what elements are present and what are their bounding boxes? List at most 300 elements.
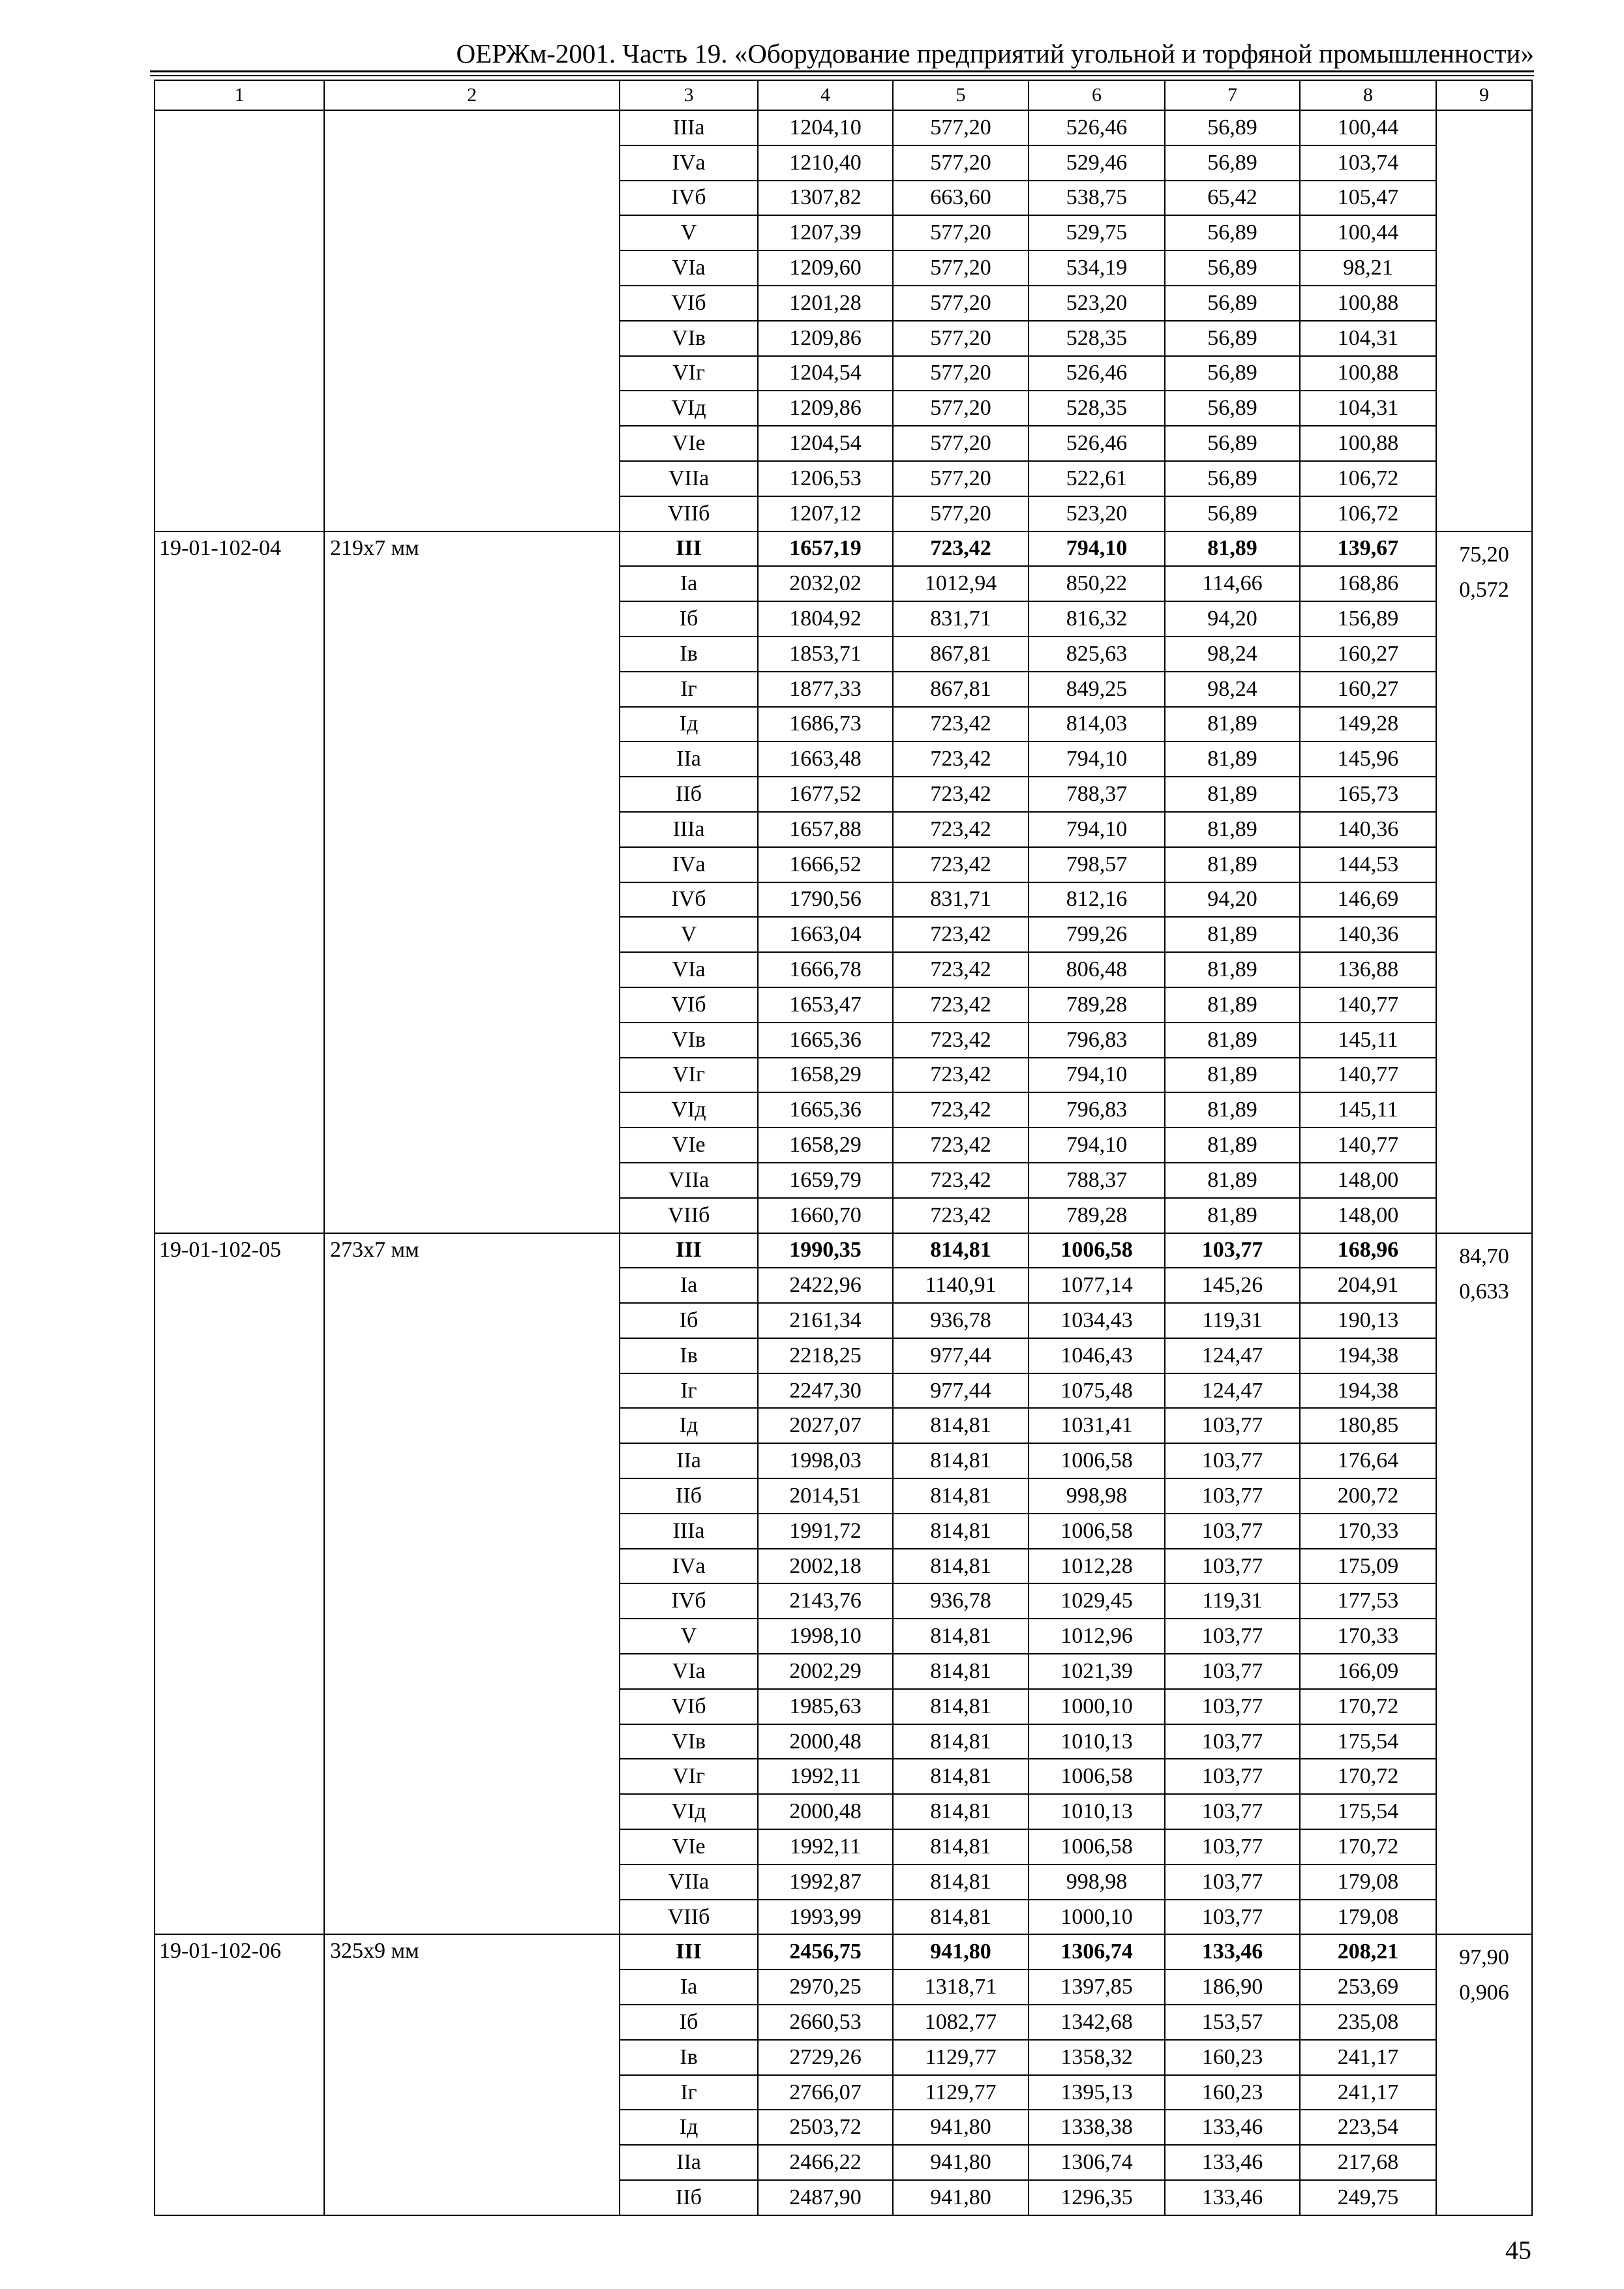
total-cost-cell: 2002,18 <box>758 1549 893 1584</box>
wages-cell: 723,42 <box>893 987 1029 1023</box>
machinist-wages-cell: 133,46 <box>1165 2145 1300 2180</box>
machine-cost-cell: 794,10 <box>1029 812 1165 847</box>
machinist-wages-cell: 103,77 <box>1165 1408 1300 1443</box>
zone-cell: IIа <box>620 2145 758 2180</box>
total-cost-cell: 2456,75 <box>758 1934 893 1969</box>
materials-cost-cell: 200,72 <box>1300 1478 1436 1514</box>
machinist-wages-cell: 81,89 <box>1165 812 1300 847</box>
wages-cell: 814,81 <box>893 1829 1029 1864</box>
zone-cell: Iб <box>620 1303 758 1338</box>
wages-cell: 577,20 <box>893 321 1029 356</box>
total-cost-cell: 1207,12 <box>758 496 893 531</box>
total-cost-cell: 1206,53 <box>758 461 893 496</box>
item-code-cell: 19-01-102-06 <box>155 1934 324 2215</box>
zone-cell: IVб <box>620 181 758 216</box>
materials-cost-cell: 175,09 <box>1300 1549 1436 1584</box>
zone-cell: IIIа <box>620 1514 758 1549</box>
base-price-row <box>155 1233 1532 1268</box>
header-rule <box>150 75 1534 76</box>
machinist-wages-cell: 81,89 <box>1165 1198 1300 1233</box>
zone-cell: Iв <box>620 2040 758 2075</box>
total-cost-cell: 1204,54 <box>758 426 893 461</box>
column-number-cell: 6 <box>1029 80 1165 110</box>
materials-cost-cell: 179,08 <box>1300 1864 1436 1900</box>
total-cost-cell: 1209,60 <box>758 250 893 286</box>
machine-cost-cell: 816,32 <box>1029 601 1165 636</box>
machine-cost-cell: 534,19 <box>1029 250 1165 286</box>
materials-cost-cell: 194,38 <box>1300 1338 1436 1373</box>
zone-cell: IIIа <box>620 110 758 145</box>
total-cost-cell: 1657,88 <box>758 812 893 847</box>
labor-and-mass-cell <box>1436 1934 1532 2215</box>
machine-cost-cell: 1006,58 <box>1029 1443 1165 1478</box>
column-number-cell: 8 <box>1300 80 1436 110</box>
total-cost-cell: 1677,52 <box>758 777 893 812</box>
materials-cost-cell: 208,21 <box>1300 1934 1436 1969</box>
equipment-mass-value: 0,633 <box>1459 1279 1509 1304</box>
total-cost-cell: 1665,36 <box>758 1023 893 1058</box>
machinist-wages-cell: 56,89 <box>1165 286 1300 321</box>
wages-cell: 936,78 <box>893 1303 1029 1338</box>
materials-cost-cell: 136,88 <box>1300 952 1436 987</box>
materials-cost-cell: 98,21 <box>1300 250 1436 286</box>
materials-cost-cell: 168,86 <box>1300 566 1436 601</box>
machinist-wages-cell: 124,47 <box>1165 1373 1300 1409</box>
materials-cost-cell: 146,69 <box>1300 882 1436 918</box>
zone-cell: IIа <box>620 1443 758 1478</box>
materials-cost-cell: 217,68 <box>1300 2145 1436 2180</box>
wages-cell: 577,20 <box>893 461 1029 496</box>
materials-cost-cell: 253,69 <box>1300 1969 1436 2005</box>
zone-cell: IVа <box>620 1549 758 1584</box>
machine-cost-cell: 1021,39 <box>1029 1654 1165 1689</box>
column-number-cell: 1 <box>155 80 324 110</box>
machine-cost-cell: 794,10 <box>1029 741 1165 777</box>
materials-cost-cell: 149,28 <box>1300 707 1436 742</box>
machinist-wages-cell: 103,77 <box>1165 1514 1300 1549</box>
total-cost-cell: 2766,07 <box>758 2075 893 2110</box>
page-number: 45 <box>1505 2236 1531 2265</box>
total-cost-cell: 1666,52 <box>758 847 893 882</box>
machine-cost-cell: 812,16 <box>1029 882 1165 918</box>
zone-cell: V <box>620 1619 758 1654</box>
zone-cell: IVа <box>620 145 758 181</box>
machinist-wages-cell: 98,24 <box>1165 672 1300 707</box>
machinist-wages-cell: 81,89 <box>1165 741 1300 777</box>
total-cost-cell: 2014,51 <box>758 1478 893 1514</box>
zone-cell: VIб <box>620 286 758 321</box>
page-header-title: ОЕРЖм-2001. Часть 19. «Оборудование предприятий угольной и торфяной промышленности» <box>456 38 1534 68</box>
total-cost-cell: 1992,87 <box>758 1864 893 1900</box>
machinist-wages-cell: 81,89 <box>1165 1092 1300 1128</box>
labor-cost-value: 84,70 <box>1459 1244 1509 1268</box>
machinist-wages-cell: 103,77 <box>1165 1443 1300 1478</box>
machine-cost-cell: 1006,58 <box>1029 1514 1165 1549</box>
wages-cell: 723,42 <box>893 741 1029 777</box>
labor-cost-value: 75,20 <box>1459 542 1509 567</box>
zone-cell: VIе <box>620 1128 758 1163</box>
column-number-row <box>155 80 1532 110</box>
total-cost-cell: 1659,79 <box>758 1163 893 1198</box>
wages-cell: 577,20 <box>893 145 1029 181</box>
wages-cell: 941,80 <box>893 1934 1029 1969</box>
machine-cost-cell: 850,22 <box>1029 566 1165 601</box>
machinist-wages-cell: 103,77 <box>1165 1654 1300 1689</box>
machinist-wages-cell: 81,89 <box>1165 1023 1300 1058</box>
zone-cell: Iв <box>620 1338 758 1373</box>
zone-cell: VIIа <box>620 461 758 496</box>
machine-cost-cell: 1000,10 <box>1029 1900 1165 1935</box>
machinist-wages-cell: 119,31 <box>1165 1583 1300 1619</box>
machine-cost-cell: 998,98 <box>1029 1478 1165 1514</box>
machine-cost-cell: 1034,43 <box>1029 1303 1165 1338</box>
materials-cost-cell: 170,72 <box>1300 1689 1436 1724</box>
zone-cell: VIIб <box>620 1198 758 1233</box>
total-cost-cell: 2143,76 <box>758 1583 893 1619</box>
wages-cell: 814,81 <box>893 1900 1029 1935</box>
machinist-wages-cell: 81,89 <box>1165 777 1300 812</box>
wages-cell: 723,42 <box>893 952 1029 987</box>
wages-cell: 814,81 <box>893 1864 1029 1900</box>
machine-cost-cell: 1397,85 <box>1029 1969 1165 2005</box>
materials-cost-cell: 100,44 <box>1300 110 1436 145</box>
machinist-wages-cell: 103,77 <box>1165 1900 1300 1935</box>
machinist-wages-cell: 81,89 <box>1165 952 1300 987</box>
materials-cost-cell: 140,77 <box>1300 1058 1436 1093</box>
materials-cost-cell: 145,11 <box>1300 1023 1436 1058</box>
materials-cost-cell: 100,88 <box>1300 426 1436 461</box>
zone-cell: VIг <box>620 1759 758 1794</box>
price-table-body <box>155 80 1532 2215</box>
machinist-wages-cell: 65,42 <box>1165 181 1300 216</box>
machinist-wages-cell: 103,77 <box>1165 1233 1300 1268</box>
machine-cost-cell: 794,10 <box>1029 531 1165 567</box>
materials-cost-cell: 176,64 <box>1300 1443 1436 1478</box>
machine-cost-cell: 1029,45 <box>1029 1583 1165 1619</box>
materials-cost-cell: 100,88 <box>1300 286 1436 321</box>
zone-cell: VIг <box>620 1058 758 1093</box>
total-cost-cell: 2161,34 <box>758 1303 893 1338</box>
wages-cell: 723,42 <box>893 1092 1029 1128</box>
materials-cost-cell: 160,27 <box>1300 672 1436 707</box>
wages-cell: 814,81 <box>893 1794 1029 1829</box>
wages-cell: 663,60 <box>893 181 1029 216</box>
machine-cost-cell: 794,10 <box>1029 1058 1165 1093</box>
materials-cost-cell: 105,47 <box>1300 181 1436 216</box>
machine-cost-cell: 794,10 <box>1029 1128 1165 1163</box>
zone-cell: IVб <box>620 882 758 918</box>
wages-cell: 1318,71 <box>893 1969 1029 2005</box>
materials-cost-cell: 223,54 <box>1300 2110 1436 2145</box>
total-cost-cell: 1998,10 <box>758 1619 893 1654</box>
machinist-wages-cell: 81,89 <box>1165 1163 1300 1198</box>
total-cost-cell: 2000,48 <box>758 1794 893 1829</box>
total-cost-cell: 1853,71 <box>758 636 893 672</box>
zone-cell: Iа <box>620 566 758 601</box>
machinist-wages-cell: 56,89 <box>1165 426 1300 461</box>
total-cost-cell: 1201,28 <box>758 286 893 321</box>
total-cost-cell: 1210,40 <box>758 145 893 181</box>
machinist-wages-cell: 103,77 <box>1165 1689 1300 1724</box>
materials-cost-cell: 104,31 <box>1300 391 1436 426</box>
wages-cell: 867,81 <box>893 672 1029 707</box>
machine-cost-cell: 528,35 <box>1029 321 1165 356</box>
machine-cost-cell: 1006,58 <box>1029 1759 1165 1794</box>
total-cost-cell: 1992,11 <box>758 1829 893 1864</box>
machine-cost-cell: 522,61 <box>1029 461 1165 496</box>
wages-cell: 577,20 <box>893 250 1029 286</box>
zone-cell: VIв <box>620 1023 758 1058</box>
zone-cell: IVб <box>620 1583 758 1619</box>
item-name-cell: 219х7 мм <box>324 531 620 1233</box>
materials-cost-cell: 106,72 <box>1300 496 1436 531</box>
total-cost-cell: 1985,63 <box>758 1689 893 1724</box>
total-cost-cell: 2487,90 <box>758 2180 893 2215</box>
total-cost-cell: 2503,72 <box>758 2110 893 2145</box>
zone-cell: Iг <box>620 2075 758 2110</box>
column-number-cell: 3 <box>620 80 758 110</box>
item-name-cell <box>324 110 620 531</box>
zone-cell: VIе <box>620 426 758 461</box>
labor-cost-value: 97,90 <box>1459 1945 1509 1970</box>
wages-cell: 723,42 <box>893 1128 1029 1163</box>
zone-cell: Iг <box>620 672 758 707</box>
materials-cost-cell: 139,67 <box>1300 531 1436 567</box>
machinist-wages-cell: 81,89 <box>1165 1058 1300 1093</box>
total-cost-cell: 1665,36 <box>758 1092 893 1128</box>
materials-cost-cell: 140,77 <box>1300 1128 1436 1163</box>
machine-cost-cell: 1077,14 <box>1029 1268 1165 1303</box>
zone-cell: VIа <box>620 952 758 987</box>
total-cost-cell: 1209,86 <box>758 321 893 356</box>
total-cost-cell: 1660,70 <box>758 1198 893 1233</box>
wages-cell: 577,20 <box>893 391 1029 426</box>
zone-cell: VIв <box>620 321 758 356</box>
machine-cost-cell: 523,20 <box>1029 496 1165 531</box>
total-cost-cell: 1877,33 <box>758 672 893 707</box>
machinist-wages-cell: 56,89 <box>1165 321 1300 356</box>
materials-cost-cell: 168,96 <box>1300 1233 1436 1268</box>
machinist-wages-cell: 153,57 <box>1165 2005 1300 2040</box>
machine-cost-cell: 529,75 <box>1029 215 1165 250</box>
total-cost-cell: 1993,99 <box>758 1900 893 1935</box>
machinist-wages-cell: 133,46 <box>1165 2110 1300 2145</box>
wages-cell: 723,42 <box>893 777 1029 812</box>
item-code-cell <box>155 110 324 531</box>
materials-cost-cell: 160,27 <box>1300 636 1436 672</box>
machinist-wages-cell: 145,26 <box>1165 1268 1300 1303</box>
total-cost-cell: 2970,25 <box>758 1969 893 2005</box>
machinist-wages-cell: 103,77 <box>1165 1619 1300 1654</box>
zone-cell: Iг <box>620 1373 758 1409</box>
wages-cell: 831,71 <box>893 601 1029 636</box>
total-cost-cell: 2218,25 <box>758 1338 893 1373</box>
total-cost-cell: 1657,19 <box>758 531 893 567</box>
machinist-wages-cell: 103,77 <box>1165 1478 1300 1514</box>
wages-cell: 936,78 <box>893 1583 1029 1619</box>
wages-cell: 577,20 <box>893 496 1029 531</box>
materials-cost-cell: 140,77 <box>1300 987 1436 1023</box>
machinist-wages-cell: 103,77 <box>1165 1829 1300 1864</box>
wages-cell: 723,42 <box>893 917 1029 952</box>
total-cost-cell: 1686,73 <box>758 707 893 742</box>
zone-cell: Iд <box>620 1408 758 1443</box>
machine-cost-cell: 799,26 <box>1029 917 1165 952</box>
machinist-wages-cell: 160,23 <box>1165 2075 1300 2110</box>
machine-cost-cell: 1342,68 <box>1029 2005 1165 2040</box>
equipment-mass-value: 0,572 <box>1459 577 1509 602</box>
zone-cell: VIв <box>620 1724 758 1759</box>
total-cost-cell: 2027,07 <box>758 1408 893 1443</box>
total-cost-cell: 1209,86 <box>758 391 893 426</box>
wages-cell: 814,81 <box>893 1549 1029 1584</box>
materials-cost-cell: 100,44 <box>1300 215 1436 250</box>
wages-cell: 723,42 <box>893 707 1029 742</box>
total-cost-cell: 2032,02 <box>758 566 893 601</box>
machine-cost-cell: 1031,41 <box>1029 1408 1165 1443</box>
wages-cell: 814,81 <box>893 1689 1029 1724</box>
zone-cell: Iб <box>620 2005 758 2040</box>
wages-cell: 814,81 <box>893 1619 1029 1654</box>
materials-cost-cell: 249,75 <box>1300 2180 1436 2215</box>
column-number-cell: 5 <box>893 80 1029 110</box>
column-number-cell: 7 <box>1165 80 1300 110</box>
zone-cell: V <box>620 215 758 250</box>
wages-cell: 814,81 <box>893 1478 1029 1514</box>
total-cost-cell: 1990,35 <box>758 1233 893 1268</box>
machine-cost-cell: 788,37 <box>1029 777 1165 812</box>
zone-cell: Iд <box>620 707 758 742</box>
zone-cell: VIг <box>620 356 758 391</box>
machine-cost-cell: 526,46 <box>1029 110 1165 145</box>
machine-cost-cell: 849,25 <box>1029 672 1165 707</box>
total-cost-cell: 1666,78 <box>758 952 893 987</box>
materials-cost-cell: 170,33 <box>1300 1619 1436 1654</box>
machine-cost-cell: 523,20 <box>1029 286 1165 321</box>
machinist-wages-cell: 56,89 <box>1165 145 1300 181</box>
wages-cell: 814,81 <box>893 1654 1029 1689</box>
machine-cost-cell: 1296,35 <box>1029 2180 1165 2215</box>
equipment-mass-value: 0,906 <box>1459 1981 1509 2005</box>
labor-and-mass-cell <box>1436 531 1532 1233</box>
materials-cost-cell: 145,96 <box>1300 741 1436 777</box>
machine-cost-cell: 798,57 <box>1029 847 1165 882</box>
machinist-wages-cell: 103,77 <box>1165 1549 1300 1584</box>
machinist-wages-cell: 103,77 <box>1165 1864 1300 1900</box>
wages-cell: 723,42 <box>893 812 1029 847</box>
wages-cell: 941,80 <box>893 2180 1029 2215</box>
materials-cost-cell: 177,53 <box>1300 1583 1436 1619</box>
materials-cost-cell: 194,38 <box>1300 1373 1436 1409</box>
total-cost-cell: 1663,04 <box>758 917 893 952</box>
materials-cost-cell: 140,36 <box>1300 917 1436 952</box>
wages-cell: 831,71 <box>893 882 1029 918</box>
zone-cell: Iб <box>620 601 758 636</box>
zone-cell: VIд <box>620 1092 758 1128</box>
machine-cost-cell: 1046,43 <box>1029 1338 1165 1373</box>
machinist-wages-cell: 103,77 <box>1165 1759 1300 1794</box>
machinist-wages-cell: 56,89 <box>1165 391 1300 426</box>
machine-cost-cell: 526,46 <box>1029 426 1165 461</box>
total-cost-cell: 1653,47 <box>758 987 893 1023</box>
total-cost-cell: 2000,48 <box>758 1724 893 1759</box>
wages-cell: 1129,77 <box>893 2040 1029 2075</box>
total-cost-cell: 1307,82 <box>758 181 893 216</box>
zone-cell: IIб <box>620 777 758 812</box>
wages-cell: 814,81 <box>893 1514 1029 1549</box>
materials-cost-cell: 175,54 <box>1300 1724 1436 1759</box>
machine-cost-cell: 825,63 <box>1029 636 1165 672</box>
machine-cost-cell: 1075,48 <box>1029 1373 1165 1409</box>
zone-cell: III <box>620 1233 758 1268</box>
zone-cell: Iд <box>620 2110 758 2145</box>
total-cost-cell: 1204,10 <box>758 110 893 145</box>
machinist-wages-cell: 56,89 <box>1165 461 1300 496</box>
wages-cell: 1012,94 <box>893 566 1029 601</box>
wages-cell: 1140,91 <box>893 1268 1029 1303</box>
wages-cell: 977,44 <box>893 1373 1029 1409</box>
wages-cell: 814,81 <box>893 1443 1029 1478</box>
total-cost-cell: 1204,54 <box>758 356 893 391</box>
price-row <box>155 110 1532 145</box>
materials-cost-cell: 148,00 <box>1300 1198 1436 1233</box>
total-cost-cell: 1790,56 <box>758 882 893 918</box>
machine-cost-cell: 1012,28 <box>1029 1549 1165 1584</box>
total-cost-cell: 1658,29 <box>758 1058 893 1093</box>
machine-cost-cell: 1338,38 <box>1029 2110 1165 2145</box>
total-cost-cell: 2466,22 <box>758 2145 893 2180</box>
total-cost-cell: 1804,92 <box>758 601 893 636</box>
machine-cost-cell: 796,83 <box>1029 1092 1165 1128</box>
machinist-wages-cell: 119,31 <box>1165 1303 1300 1338</box>
materials-cost-cell: 241,17 <box>1300 2040 1436 2075</box>
zone-cell: VIIб <box>620 496 758 531</box>
machine-cost-cell: 1395,13 <box>1029 2075 1165 2110</box>
machinist-wages-cell: 56,89 <box>1165 496 1300 531</box>
total-cost-cell: 1991,72 <box>758 1514 893 1549</box>
wages-cell: 814,81 <box>893 1233 1029 1268</box>
total-cost-cell: 1998,03 <box>758 1443 893 1478</box>
zone-cell: IIIа <box>620 812 758 847</box>
machine-cost-cell: 1012,96 <box>1029 1619 1165 1654</box>
price-table <box>154 80 1533 2216</box>
materials-cost-cell: 104,31 <box>1300 321 1436 356</box>
zone-cell: IIб <box>620 2180 758 2215</box>
machine-cost-cell: 538,75 <box>1029 181 1165 216</box>
item-code-cell: 19-01-102-05 <box>155 1233 324 1935</box>
item-name-cell: 273х7 мм <box>324 1233 620 1935</box>
machinist-wages-cell: 186,90 <box>1165 1969 1300 2005</box>
materials-cost-cell: 180,85 <box>1300 1408 1436 1443</box>
materials-cost-cell: 140,36 <box>1300 812 1436 847</box>
zone-cell: VIд <box>620 1794 758 1829</box>
wages-cell: 723,42 <box>893 1163 1029 1198</box>
zone-cell: Iв <box>620 636 758 672</box>
wages-cell: 577,20 <box>893 286 1029 321</box>
column-number-cell: 2 <box>324 80 620 110</box>
materials-cost-cell: 165,73 <box>1300 777 1436 812</box>
materials-cost-cell: 175,54 <box>1300 1794 1436 1829</box>
machine-cost-cell: 806,48 <box>1029 952 1165 987</box>
machinist-wages-cell: 124,47 <box>1165 1338 1300 1373</box>
total-cost-cell: 1207,39 <box>758 215 893 250</box>
machinist-wages-cell: 81,89 <box>1165 917 1300 952</box>
machinist-wages-cell: 103,77 <box>1165 1794 1300 1829</box>
column-number-cell: 4 <box>758 80 893 110</box>
zone-cell: VIа <box>620 1654 758 1689</box>
machine-cost-cell: 789,28 <box>1029 1198 1165 1233</box>
machine-cost-cell: 1306,74 <box>1029 1934 1165 1969</box>
